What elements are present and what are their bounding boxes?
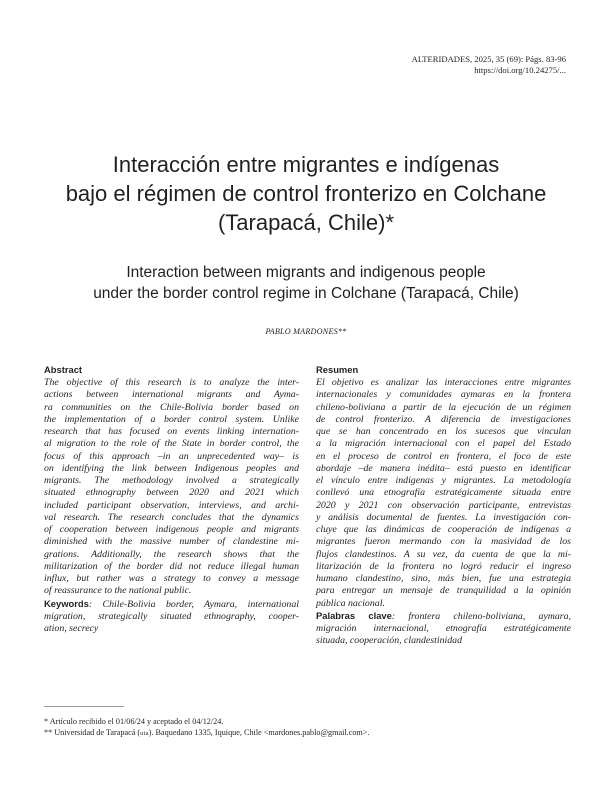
palabras-clave-line — [316, 610, 571, 623]
resumen-heading: Resumen — [316, 364, 359, 375]
palabras-clave-label: Palabras clave — [316, 609, 392, 621]
resumen-body — [316, 377, 571, 610]
keywords-line: ation, secrecy — [44, 623, 99, 634]
article-title-spanish — [30, 150, 582, 237]
abstract-line: situated ethnography between 2020 and 2021 which — [44, 487, 299, 499]
footnotes — [44, 716, 564, 739]
resumen-line: el vínculo entre indígenas y migrantes. La metodología — [316, 475, 571, 486]
affiliation-prefix: ** Universidad de Tarapacá ( — [44, 728, 141, 737]
resumen-line: de control fronterizo. A diferencia de investigaciones — [316, 413, 571, 425]
abstract-line: of reassurance to the national public. — [44, 585, 192, 597]
title-es-line: (Tarapacá, Chile)* — [217, 210, 395, 235]
abstract-line: diminished with the massive number of clandestine mi- — [44, 536, 299, 548]
affiliation-acronym: uta — [140, 730, 149, 737]
affiliation-address: ). Baquedano 1335, Iquique, Chile <mardones.pablo@gmail.com>. — [148, 728, 370, 737]
abstract-line: grations. Additionally, the research shows that the — [44, 548, 299, 560]
title-es-line: bajo el régimen de control fronterizo en Colchane — [65, 181, 547, 206]
abstract-line: of cooperation between indigenous people and migrants — [44, 524, 299, 535]
abstract-line: ra communities on the Chile-Bolivia border based on — [44, 401, 299, 413]
keywords-text: : Chile-Bolivia border, Aymara, international — [88, 598, 299, 610]
abstract-line: militarization of the border did not reduce illegal human — [44, 560, 299, 572]
abstract-keywords — [44, 598, 299, 636]
palabras-clave-line: situada, cooperación, clandestinidad — [316, 635, 462, 647]
abstract-line: the implementation of a border control system. Unlike — [44, 413, 299, 425]
abstract-line: research that has focused on events linking internation- — [44, 426, 299, 437]
author-name: PABLO MARDONES** — [265, 327, 347, 336]
abstract-heading: Abstract — [44, 364, 83, 375]
abstract-line: val research. The research concludes that the dynamics — [44, 511, 299, 523]
abstract-line: included participant observation, interviews, and archi- — [44, 499, 299, 511]
resumen-line: litarización de la frontera no logró reducir el ingreso — [316, 560, 571, 572]
footnote-received: * Artículo recibido el 01/06/24 y aceptado el 04/12/24. — [44, 717, 224, 726]
resumen-line: conllevó una etnografía estratégicamente situada entre — [316, 487, 571, 499]
abstract-line: influx, but rather was a strategy to convey a message — [44, 573, 299, 584]
journal-header — [266, 54, 566, 76]
resumen-line: humano clandestino, sino, más bien, fue una estrategia — [316, 573, 571, 584]
title-en-line: under the border control regime in Colchane (Tarapacá, Chile) — [93, 285, 519, 302]
abstract-line: actions between international migrants and Ayma- — [44, 389, 299, 401]
keywords-line: migration, strategically situated ethnography, cooper- — [44, 610, 299, 622]
resumen-line: chileno-boliviana a partir de la ejecución de un régimen — [316, 401, 571, 413]
footnote-affiliation — [44, 727, 564, 739]
title-es-line: Interacción entre migrantes e indígenas — [112, 152, 500, 177]
resumen-line: cluye que las dinámicas de cooperación de indígenas a — [316, 524, 571, 535]
resumen-line: a la migración internacional con el papel del Estado — [316, 438, 571, 450]
article-title-english — [30, 262, 582, 304]
abstract-line: migrants. The methodology involved a strategically — [44, 475, 299, 486]
resumen-line: en el proceso de control en frontera, el foco de este — [316, 450, 571, 462]
resumen-line: y análisis documental de fuentes. La investigación con- — [316, 511, 571, 523]
resumen-line: que se han concentrado en los sucesos que vinculan — [316, 426, 571, 437]
resumen-column — [316, 364, 571, 648]
resumen-line: migrantes fueron mermando con la masividad de los — [316, 536, 571, 548]
resumen-line: 2020 y 2021 con observación participante, entrevistas — [316, 499, 571, 511]
journal-citation: ALTERIDADES, 2025, 35 (69): Págs. 83-96 — [411, 54, 566, 64]
abstract-line: The objective of this research is to analyze the inter- — [44, 377, 299, 388]
abstract-line: focus of this approach –in an unprecedented way– is — [44, 450, 299, 462]
resumen-line: El objetivo es analizar las interacciones entre migrantes — [316, 377, 571, 388]
journal-doi: https://doi.org/10.24275/... — [474, 65, 566, 75]
resumen-line: pública nacional. — [316, 597, 385, 609]
palabras-clave-line: migración internacional, etnografía estratégicamente — [316, 623, 571, 634]
resumen-line: abordaje –de manera inédita– está puesto en identificar — [316, 462, 571, 474]
abstract-body — [44, 377, 299, 598]
palabras-clave-text: : frontera chileno-boliviana, aymara, — [391, 610, 572, 622]
abstract-column — [44, 364, 299, 635]
keywords-line — [44, 598, 299, 611]
resumen-keywords — [316, 610, 571, 648]
keywords-label: Keywords — [44, 597, 89, 609]
title-en-line: Interaction between migrants and indigenous people — [126, 264, 486, 281]
resumen-line: flujos clandestinos. A su vez, da cuenta de que la mi- — [316, 548, 571, 560]
footnote-divider — [44, 706, 124, 707]
resumen-line: para entregar un mensaje de tranquilidad a la opinión — [316, 585, 571, 597]
abstract-line: on identifying the link between Indigenous peoples and — [44, 462, 299, 474]
resumen-line: internacionales y comunidades aymaras en la frontera — [316, 389, 571, 401]
abstract-line: al migration to the role of the State in border control, the — [44, 438, 299, 450]
